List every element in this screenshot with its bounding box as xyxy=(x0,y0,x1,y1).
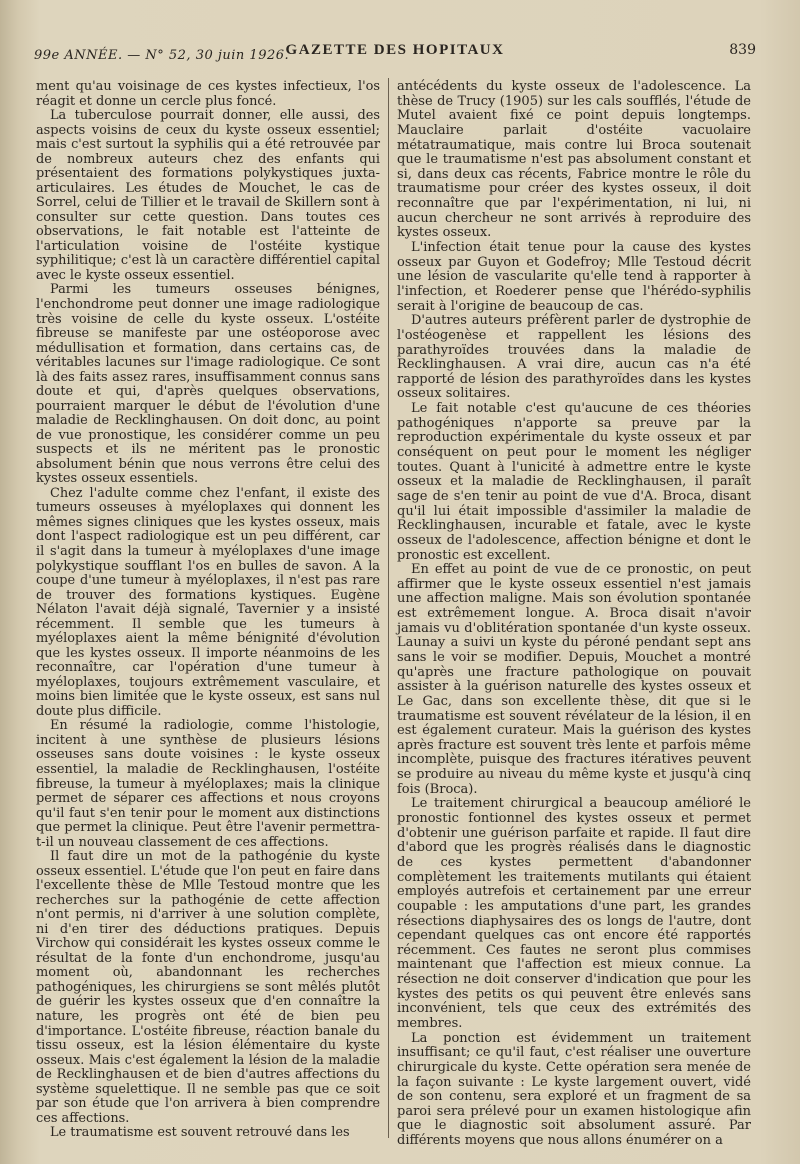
left-column xyxy=(36,80,380,1141)
column-divider xyxy=(388,78,389,1138)
issue-info: 99e ANNÉE. — N° 52, 30 juin 1926. xyxy=(34,48,290,63)
paragraph: La ponction est évidemment un traitement insuffisant; ce qu'il faut, c'est réaliser une ouverture chirurgicale du kyste. Cette opération sera menée de la façon suivante : Le kyste largement ouvert, vidé de son contenu, sera exploré et un fragment de sa paroi sera prélevé pour un examen histologique afin que le diagnostic soit absolument assuré. Par différents moyens que nous allons énumérer on a xyxy=(397,1030,751,1149)
paragraph: antécédents du kyste osseux de l'adolescence. La thèse de Trucy (1905) sur les cals soufflés, l'étude de Mutel avaient fixé ce point depuis longtemps. Mauclaire parlait d'ostéite vacuolaire métatraumatique, mais contre lui Broca soutenait que le traumatisme n'est pas absolument constant et si, dans deux cas récents, Fabrice montre le rôle du traumatisme pour créer des kystes osseux, il doit reconnaître que par l'expérimentation, ni lui, ni aucun chercheur ne sont arrivés à reproduire des kystes osseux. xyxy=(397,79,751,241)
paragraph: ment qu'au voisinage de ces kystes infectieux, l'os réagit et donne un cercle plus foncé. xyxy=(36,79,380,109)
right-column xyxy=(397,80,751,1149)
paragraph: Chez l'adulte comme chez l'enfant, il existe des tumeurs osseuses à myéloplaxes qui donnent les mêmes signes cliniques que les kystes osseux, mais dont l'aspect radiologique est un peu différent, car il s'agit dans la tumeur à myéloplaxes d'une image polykystique soufflant l'os en bulles de savon. A la coupe d'une tumeur à myéloplaxes, il n'est pas rare de trouver des formations kystiques. Eugène Nélaton l'avait déjà signalé, Tavernier y a insisté récemment. Il semble que les tumeurs à myéloplaxes aient la même bénignité d'évolution que les kystes osseux. Il importe néanmoins de les reconnaître, car l'opération d'une tumeur à myéloplaxes, toujours extrêmement vasculaire, et moins bien limitée que le kyste osseux, est sans nul doute plus difficile. xyxy=(36,485,380,719)
paragraph: Parmi les tumeurs osseuses bénignes, l'enchondrome peut donner une image radiologique très voisine de celle du kyste osseux. L'ostéite fibreuse se manifeste par une ostéoporose avec médullisation et formation, dans certains cas, de véritables lacunes sur l'image radiologique. Ce sont là des faits assez rares, insuffisamment connus sans doute et qui, d'après quelques observations, pourraient marquer le début de l'évolution d'une maladie de Recklinghausen. On doit donc, au point de vue pronostique, les considérer comme un peu suspects et ils ne méritent pas le pronostic absolument bénin que nous verrons être celui des kystes osseux essentiels. xyxy=(36,282,380,487)
paragraph: Il faut dire un mot de la pathogénie du kyste osseux essentiel. L'étude que l'on peut en faire dans l'excellente thèse de Mlle Testoud montre que les recherches sur la pathogénie de cette affection n'ont permis, ni d'arriver à une solution complète, ni d'en tirer des déductions pratiques. Depuis Virchow qui considérait les kystes osseux comme le résultat de la fonte d'un enchondrome, jusqu'au moment où, abandonnant les recherches pathogéniques, les chirurgiens se sont mêlés plutôt de guérir les kystes osseux que d'en connaître la nature, les progrès ont été de bien peu d'importance. L'ostéite fibreuse, réaction banale du tissu osseux, est la lésion élémentaire du kyste osseux. Mais c'est également la lésion de la maladie de Recklinghausen et de bien d'autres affections du système squelettique. Il ne semble pas que ce soit par son étude que l'on arrivera à bien comprendre ces affections. xyxy=(36,849,380,1126)
journal-title: GAZETTE DES HOPITAUX xyxy=(285,42,505,58)
paragraph: D'autres auteurs préfèrent parler de dystrophie de l'ostéogenèse et rappellent les lésions des parathyroïdes trouvées dans la maladie de Recklinghausen. A vrai dire, aucun cas n'a été rapporté de lésion des parathyroïdes dans les kystes osseux solitaires. xyxy=(397,313,751,402)
paragraph: L'infection était tenue pour la cause des kystes osseux par Guyon et Godefroy; Mlle Testoud décrit une lésion de vascularite qu'elle tend à rapporter à l'infection, et Roederer pense que l'hérédo-syphilis serait à l'origine de beaucoup de cas. xyxy=(397,240,751,314)
paragraph: Le traitement chirurgical a beaucoup amélioré le pronostic fontionnel des kystes osseux et permet d'obtenir une guérison parfaite et rapide. Il faut dire d'abord que les progrès réalisés dans le diagnostic de ces kystes permettent d'abandonner complètement les traitements mutilants qui étaient employés autrefois et certainement par une erreur coupable : les amputations d'une part, les grandes résections diaphysaires des os longs de l'autre, dont cependant quelques cas ont encore été rapportés récemment. Ces fautes ne seront plus commises maintenant que l'affection est mieux connue. La résection ne doit conserver d'indication que pour les kystes des petits os qui peuvent être enlevés sans inconvénient, tels que ceux des extrémités des membres. xyxy=(397,796,751,1031)
paragraph: Le traumatisme est souvent retrouvé dans les xyxy=(50,1125,350,1141)
page-number: 839 xyxy=(729,42,756,58)
paragraph: En résumé la radiologie, comme l'histologie, incitent à une synthèse de plusieurs lésions osseuses sans doute voisines : le kyste osseux essentiel, la maladie de Recklinghausen, l'ostéite fibreuse, la tumeur à myéloplaxes; mais la clinique permet de séparer ces affections et nous croyons qu'il faut s'en tenir pour le moment aux distinctions que permet la clinique. Peut être l'avenir permettra-t-il un nouveau classement de ces affections. xyxy=(36,718,380,850)
paragraph: En effet au point de vue de ce pronostic, on peut affirmer que le kyste osseux essentiel n'est jamais une affection maligne. Mais son évolution spontanée est extrêmement longue. A. Broca disait n'avoir jamais vu d'oblitération spontanée d'un kyste osseux. Launay a suivi un kyste du péroné pendant sept ans sans le voir se modifier. Depuis, Mouchet a montré qu'après une fracture pathologique on pouvait assister à la guérison naturelle des kystes osseux et Le Gac, dans son excellente thèse, dit que si le traumatisme est souvent révélateur de la lésion, il en est également curateur. Mais la guérison des kystes après fracture est souvent très lente et parfois même incomplète, puisque des fractures itératives peuvent se produire au niveau du même kyste et jusqu'à cinq fois (Broca). xyxy=(397,562,751,797)
paragraph: Le fait notable c'est qu'aucune de ces théories pathogéniques n'apporte sa preuve par la reproduction expérimentale du kyste osseux et par conséquent on peut pour le moment les négliger toutes. Quant à l'unicité à admettre entre le kyste osseux et la maladie de Recklinghausen, il paraît sage de s'en tenir au point de vue d'A. Broca, disant qu'il lui était impossible d'assimiler la maladie de Recklinghausen, incurable et fatale, avec le kyste osseux de l'adolescence, affection bénigne et dont le pronostic est excellent. xyxy=(397,401,751,563)
page-header xyxy=(34,40,756,63)
paragraph: La tuberculose pourrait donner, elle aussi, des aspects voisins de ceux du kyste osseux essentiel; mais c'est surtout la syphilis qui a été retrouvée par de nombreux auteurs chez des enfants qui présentaient des formations polykystiques juxta-articulaires. Les études de Mouchet, le cas de Sorrel, celui de Tillier et le travail de Skillern sont à consulter sur cette question. Dans toutes ces observations, le fait notable est l'atteinte de l'articulation voisine de l'ostéite kystique syphilitique; c'est là un caractère différentiel capital avec le kyste osseux essentiel. xyxy=(36,108,380,283)
